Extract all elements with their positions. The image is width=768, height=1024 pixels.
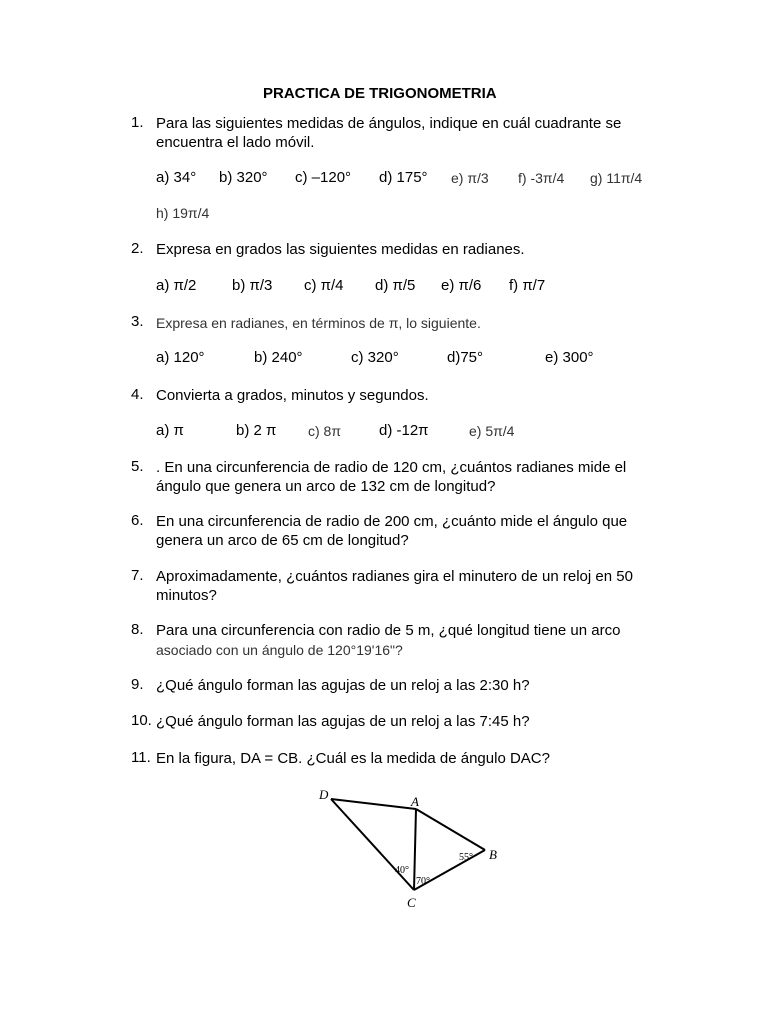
question-number: 10. [131,712,152,729]
option: b) π/3 [232,277,273,294]
vertex-label-a: A [411,794,419,809]
option: c) 320° [351,349,399,366]
option: e) 300° [545,349,594,366]
option: a) 34° [156,169,197,186]
question-number: 6. [131,512,144,529]
angle-label-c-left: 40° [395,865,409,876]
vertex-label-d: D [319,787,329,802]
segment-da [331,799,416,809]
option: d)75° [447,349,484,366]
option: d) π/5 [375,277,416,294]
option: d) -12π [379,422,429,439]
question-text: Aproximadamente, ¿cuántos radianes gira el minutero de un reloj en 50 [156,568,633,585]
vertex-label-b: B [489,847,497,862]
question-text: Para una circunferencia con radio de 5 m, ¿qué longitud tiene un arco [156,622,621,639]
question-text: En una circunferencia de radio de 200 cm, ¿cuánto mide el ángulo que [156,513,628,530]
question-number: 3. [131,313,144,330]
question-text: minutos? [156,587,217,604]
question-number: 4. [131,386,144,403]
question-number: 2. [131,240,144,257]
question-text: genera un arco de 65 cm de longitud? [156,532,409,549]
option: e) π/6 [441,277,482,294]
option: e) π/3 [451,170,489,186]
angle-label-b: 55° [459,852,473,863]
question-text: Convierta a grados, minutos y segundos. [156,387,429,404]
question-number: 8. [131,621,144,638]
question-text: ángulo que genera un arco de 132 cm de longitud? [156,478,496,495]
option: f) π/7 [509,277,546,294]
page-title: PRACTICA DE TRIGONOMETRIA [263,85,497,102]
question-number: 1. [131,114,144,131]
option: b) 320° [219,169,268,186]
question-text: Expresa en grados las siguientes medidas en radianes. [156,241,525,258]
question-text: Expresa en radianes, en términos de π, lo siguiente. [156,315,481,331]
option: a) π/2 [156,277,197,294]
question-text: ¿Qué ángulo forman las agujas de un reloj a las 2:30 h? [156,677,530,694]
option: e) 5π/4 [469,423,515,439]
option: c) 8π [308,423,341,439]
vertex-label-c: C [407,895,416,910]
question-text: encuentra el lado móvil. [156,134,315,151]
question-number: 11. [131,749,151,766]
option: f) -3π/4 [518,170,565,186]
question-number: 9. [131,676,144,693]
segment-dc [331,799,414,890]
option: b) 240° [254,349,303,366]
question-text: . En una circunferencia de radio de 120 cm, ¿cuántos radianes mide el [156,459,627,476]
option: h) 19π/4 [156,205,210,221]
option: b) 2 π [236,422,277,439]
segment-ab [416,809,485,850]
option: a) 120° [156,349,205,366]
option: d) 175° [379,169,428,186]
question-number: 7. [131,567,144,584]
question-text: ¿Qué ángulo forman las agujas de un reloj a las 7:45 h? [156,713,530,730]
angle-label-c-right: 70° [416,876,430,887]
option: g) 11π/4 [590,170,643,186]
question-number: 5. [131,458,144,475]
question-text: Para las siguientes medidas de ángulos, indique en cuál cuadrante se [156,115,622,132]
option: a) π [156,422,184,439]
option: c) –120° [295,169,352,186]
question-text: asociado con un ángulo de 120°19'16"? [156,642,403,658]
question-text: En la figura, DA = CB. ¿Cuál es la medida de ángulo DAC? [156,750,550,767]
option: c) π/4 [304,277,344,294]
